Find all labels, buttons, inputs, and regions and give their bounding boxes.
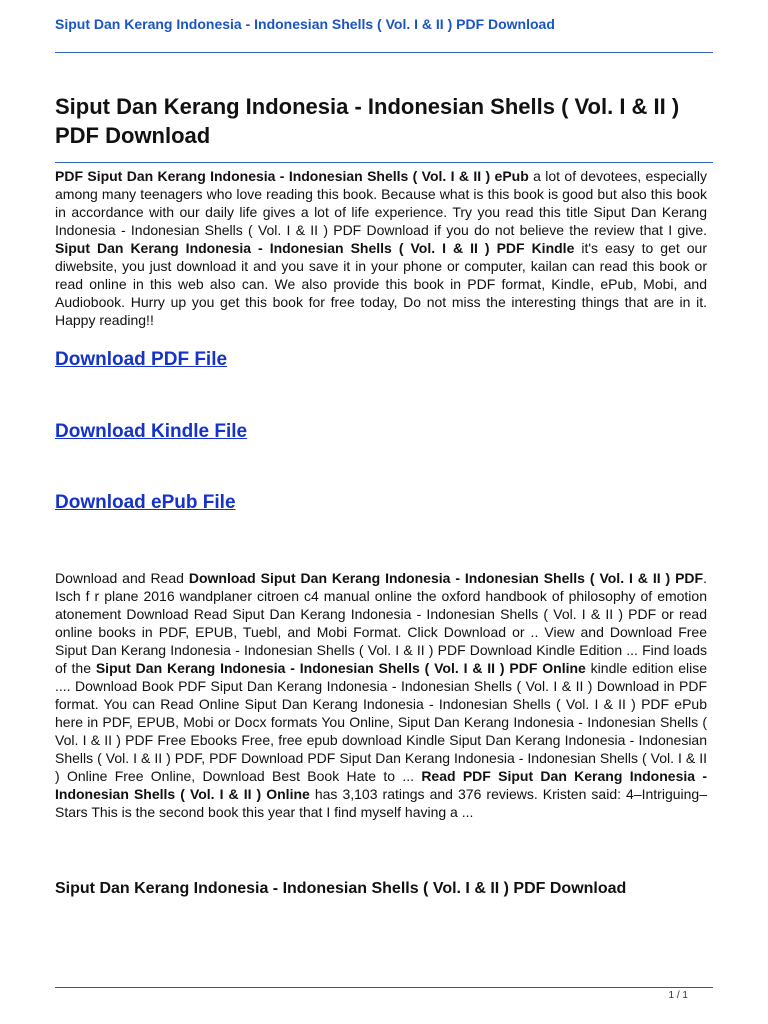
footer-divider [55,987,713,988]
body-bold-3: Read PDF Siput Dan Kerang Indonesia - Indonesian Shells ( Vol. I & II ) Online [55,768,707,802]
download-kindle-link[interactable]: Download Kindle File [55,421,248,442]
body-text-2: . Isch f r plane 2016 wandplaner citroen c4 manual online the oxford handbook of philosophy of emotion atonement Download Read Siput Dan Kerang Indonesia - Indonesian Shells ( Vol. I & II ) PDF or read online books in PDF, EPUB, Tuebl, and Mobi Format. Click Download or .. View and Download Free Siput Dan Kerang Indonesia - Indonesian Shells ( Vol. I & II ) PDF Download Kindle Edition ... Find loads of the [55,570,707,676]
intro-text-1: a lot of devotees, especially among many teenagers who love reading this book. Because what is this book is good but also this book in accordance with our daily life gives a lot of life experience. Try you read this title Siput Dan Kerang Indonesia - Indonesian Shells ( Vol. I & II ) PDF Download if you do not believe the review that I give. [55,168,707,238]
page-number: 1 / 1 [668,990,688,1001]
intro-bold-2: Siput Dan Kerang Indonesia - Indonesian Shells ( Vol. I & II ) PDF Kindle [55,240,575,256]
header-divider [55,52,713,53]
body-paragraph [55,569,707,821]
download-pdf-link[interactable]: Download PDF File [55,349,228,370]
footer-heading: Siput Dan Kerang Indonesia - Indonesian Shells ( Vol. I & II ) PDF Download [55,880,627,897]
page-title: Siput Dan Kerang Indonesia - Indonesian Shells ( Vol. I & II ) PDF Download [55,94,680,148]
body-text-3: kindle edition elise .... Download Book PDF Siput Dan Kerang Indonesia - Indonesian Shells ( Vol. I & II ) Download in PDF format. You can Read Online Siput Dan Kerang Indonesia - Indonesian Shells ( Vol. I & II ) PDF ePub here in PDF, EPUB, Mobi or Docx formats You Online, Siput Dan Kerang Indonesia - Indonesian Shells ( Vol. I & II ) PDF Free Ebooks Free, free epub download Kindle Siput Dan Kerang Indonesia - Indonesian Shells ( Vol. I & II ) PDF, PDF Download PDF Siput Dan Kerang Indonesia - Indonesian Shells ( Vol. I & II ) Online Free Online, Download Best Book Hate to ... [55,660,707,784]
body-text-1: Download and Read [55,570,189,586]
header-link[interactable]: Siput Dan Kerang Indonesia - Indonesian Shells ( Vol. I & II ) PDF Download [55,16,555,32]
body-bold-2: Siput Dan Kerang Indonesia - Indonesian Shells ( Vol. I & II ) PDF Online [95,660,586,676]
download-epub-link[interactable]: Download ePub File [55,492,236,513]
title-divider [55,162,713,163]
intro-paragraph [55,167,707,329]
body-bold-1: Download Siput Dan Kerang Indonesia - Indonesian Shells ( Vol. I & II ) PDF [188,570,704,586]
intro-bold-1: PDF Siput Dan Kerang Indonesia - Indonesian Shells ( Vol. I & II ) ePub [55,168,529,184]
body-text-4: has 3,103 ratings and 376 reviews. Kristen said: 4–Intriguing–Stars This is the second book this year that I find myself having a ... [55,786,707,820]
intro-text-2: it's easy to get our diwebsite, you just download it and you save it in your phone or computer, kailan can read this book or read online in this web also can. We also provide this book in PDF format, Kindle, ePub, Mobi, and Audiobook. Hurry up you get this book for free today, Do not miss the interesting things that are in it. Happy reading!! [55,240,707,328]
